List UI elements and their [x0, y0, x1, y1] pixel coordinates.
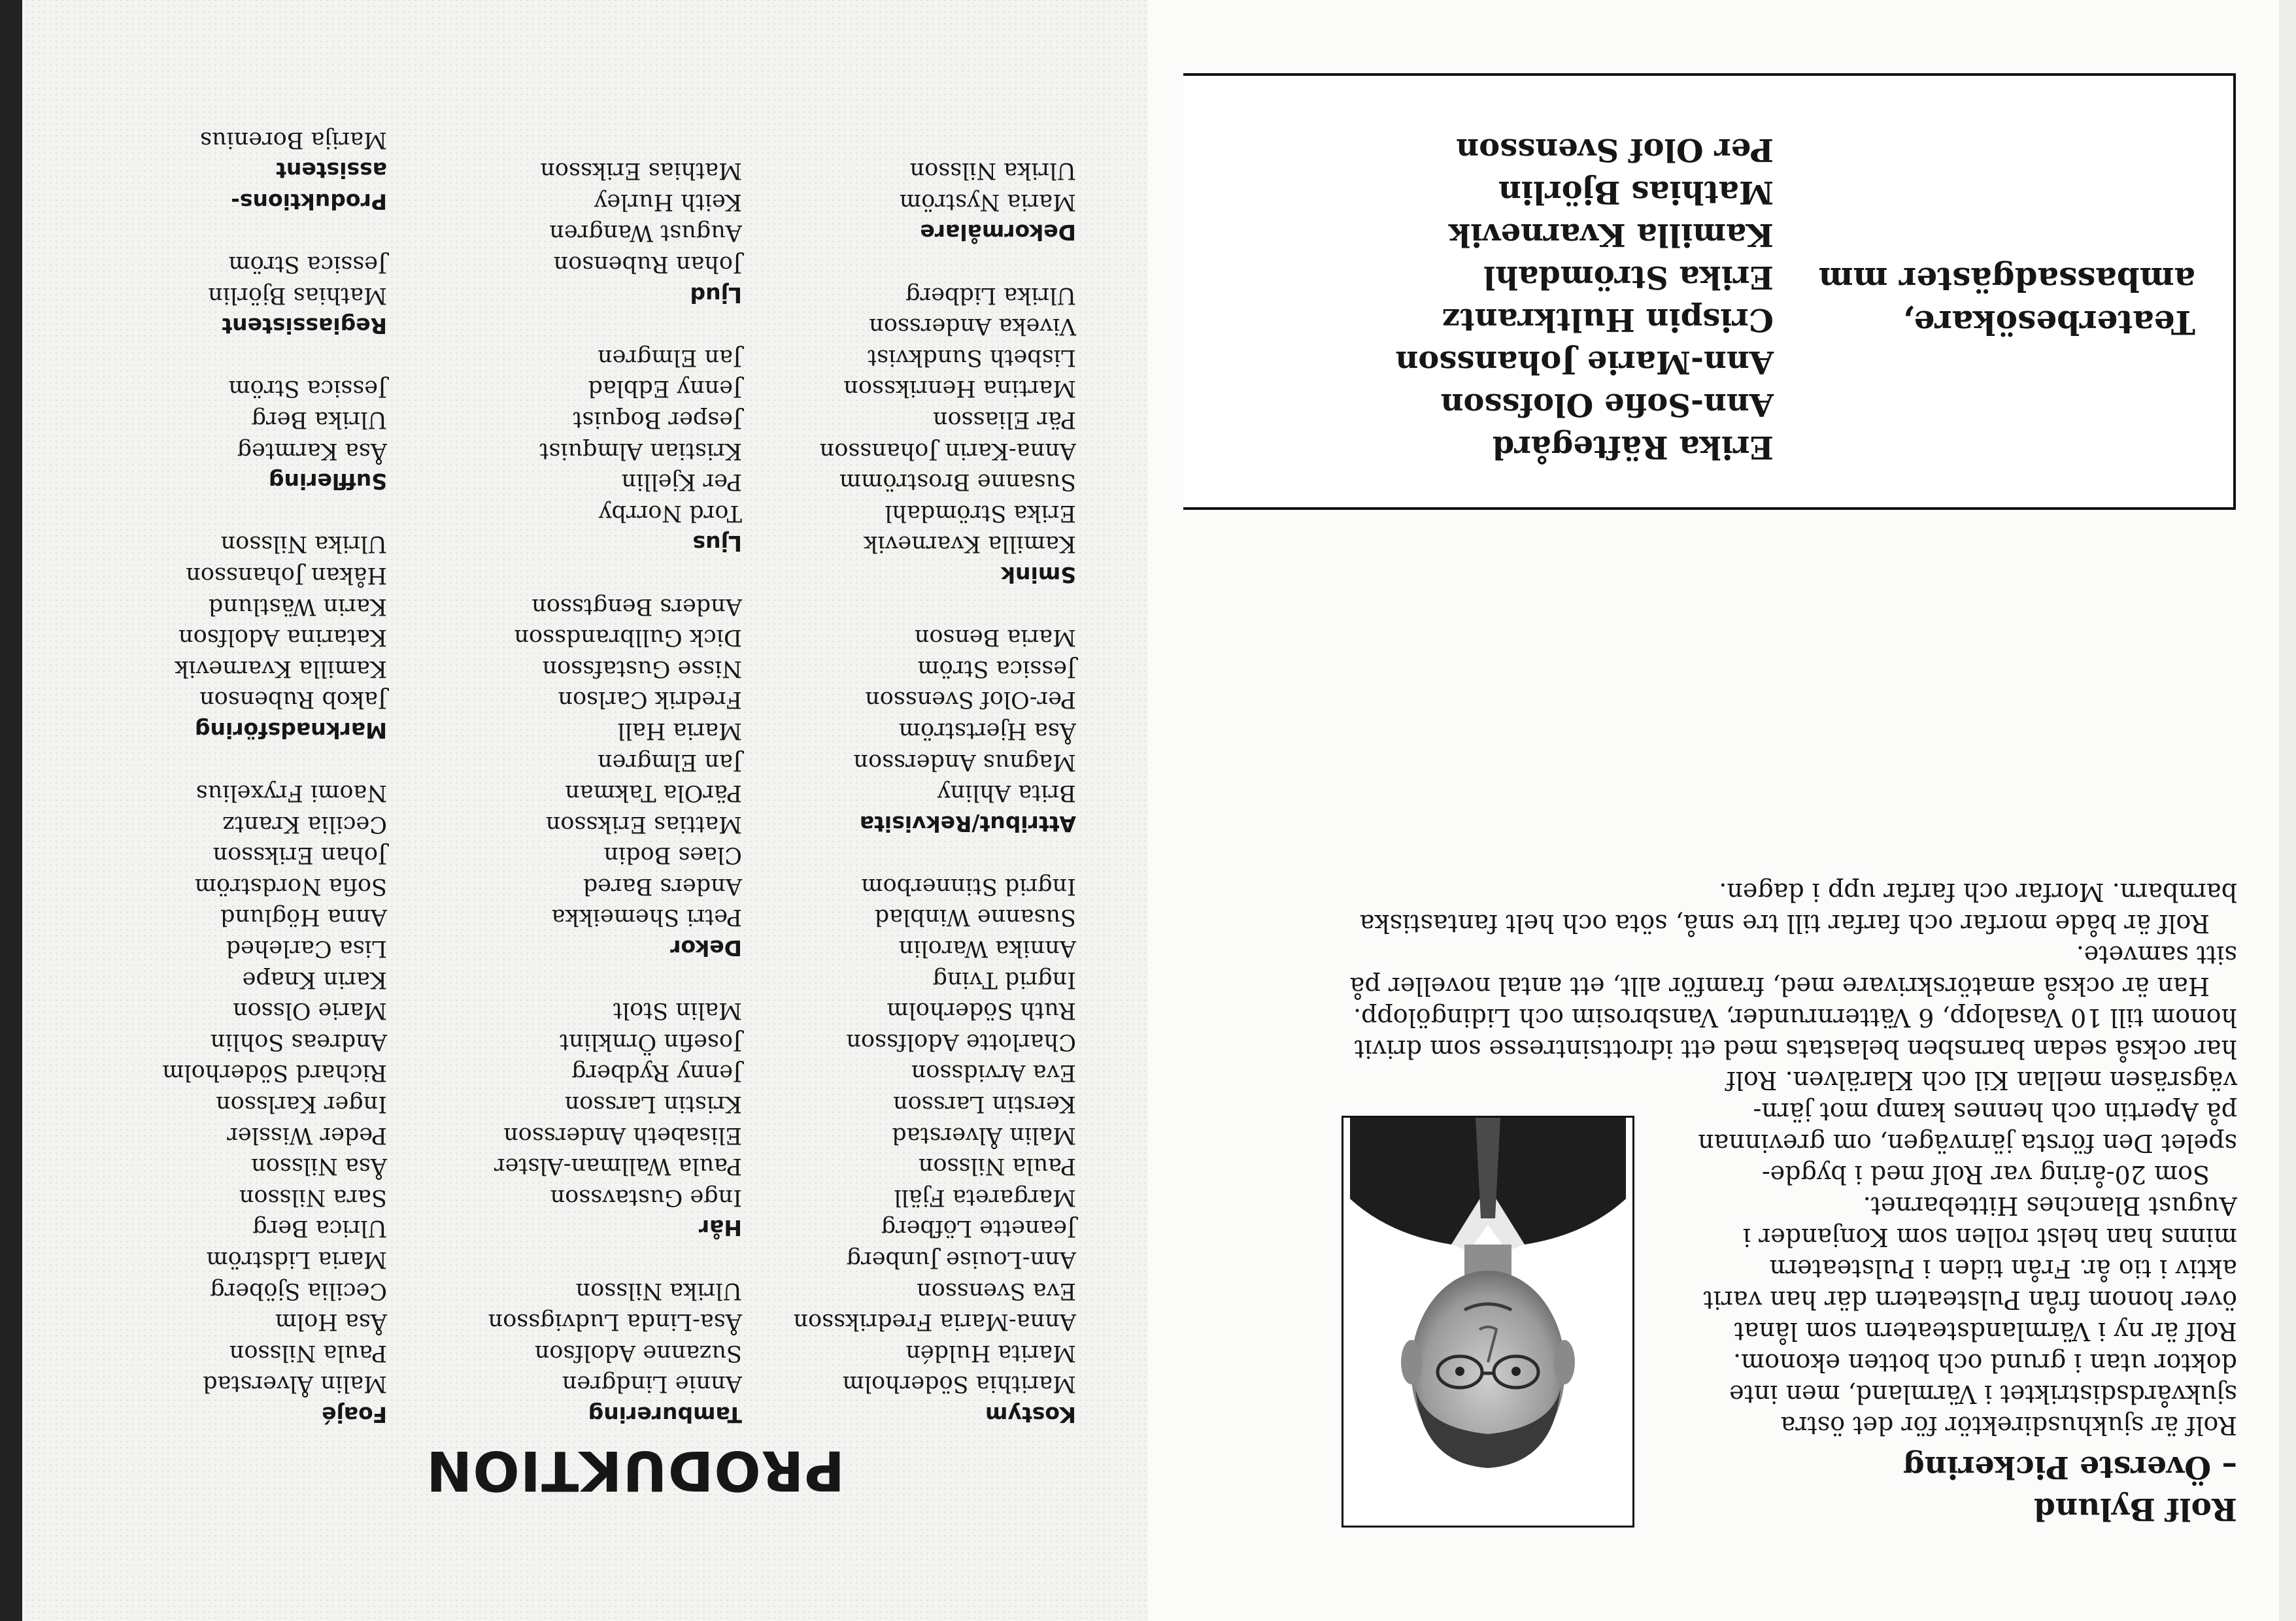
scan-edge-left	[2279, 0, 2296, 1621]
credit-section-title: Smink	[1001, 561, 1076, 588]
credit-names	[99, 528, 387, 715]
credit-section	[454, 1275, 742, 1430]
credit-section-title: Foajé	[322, 1402, 387, 1428]
section-gap	[454, 1243, 742, 1275]
bio-line: honom till 10 Vasalopp, 6 Vätternrunder, Vansbrosim och Lidingölopp.	[1353, 1003, 2237, 1032]
bio-line: spelet Den första järnvägen, om grevinnan	[1698, 1129, 2237, 1158]
credit-name: Åsa Holm	[275, 1309, 387, 1335]
credit-names	[99, 248, 387, 310]
credit-name: Tord Norrby	[598, 499, 742, 526]
bio-title	[1845, 1446, 2237, 1529]
credit-section-title: Sufflering	[268, 469, 387, 495]
credit-name: Jan Elmgren	[598, 748, 742, 775]
credit-name: Eva Svensson	[917, 1277, 1076, 1304]
credit-section-title: Regiassistent	[222, 313, 387, 339]
cast-member: Erika Strömdahl	[1483, 259, 1774, 295]
credit-name: Ulrica Berg	[252, 1215, 387, 1242]
scan-edge-right	[0, 0, 22, 1621]
credit-names	[788, 279, 1076, 559]
credit-name: Kerstin Larsson	[893, 1091, 1076, 1118]
bio-paragraph-3	[1349, 939, 2237, 1002]
credit-name: Kristian Almquist	[539, 437, 742, 464]
credit-section	[99, 124, 387, 217]
credit-name: Karin Knape	[242, 966, 387, 993]
bio-line: August Blanches Hittebarnet.	[1863, 1192, 2237, 1220]
credit-section-title: Produktions-	[231, 188, 387, 214]
credit-name: Åsa Nilsson	[251, 1153, 387, 1180]
credit-name: Jakob Rubenson	[199, 686, 387, 713]
credit-name: Åsa Karmteg	[237, 437, 387, 464]
credit-section	[788, 870, 1076, 1430]
credit-name: Åsa-Linda Ludvigsson	[488, 1309, 742, 1335]
credit-names	[99, 373, 387, 466]
cast-member: Per Olof Svensson	[1456, 131, 1774, 168]
cast-list	[1395, 128, 1774, 468]
credit-section	[99, 248, 387, 341]
credit-name: Charlotte Adolfsson	[846, 1028, 1076, 1055]
credit-name: Sofia Nordström	[194, 873, 387, 899]
credit-section	[454, 590, 742, 963]
production-title: PRODUKTION	[426, 1439, 845, 1503]
bio-line: sitt samvete.	[2076, 941, 2237, 969]
credit-name: Johan Rubenson	[553, 251, 742, 278]
credit-name: Ulrika Nilsson	[220, 531, 387, 558]
credit-name: Marie Olsson	[233, 997, 387, 1024]
bio-title-name: Rolf Bylund	[2034, 1491, 2237, 1527]
credit-name: Brita Ahliny	[937, 780, 1076, 807]
credit-section	[788, 622, 1076, 839]
section-gap	[99, 341, 387, 373]
credit-name: Jesper Boquist	[573, 407, 742, 433]
credit-section-title: Ljus	[692, 531, 742, 557]
section-gap	[788, 590, 1076, 622]
credit-name: Erika Strömdahl	[885, 499, 1076, 526]
credit-name: Karin Wästlund	[208, 593, 387, 620]
credit-section-title: Hår	[698, 1215, 742, 1241]
credit-name: Cecilia Krantz	[222, 811, 387, 837]
credit-name: Åsa Hjertström	[898, 717, 1076, 744]
credit-names	[788, 155, 1076, 217]
credit-name: Cecilia Sjöberg	[210, 1277, 387, 1304]
credit-name: Mathias Eriksson	[540, 158, 742, 184]
bio-line: aktiv i tio år. Från tiden i Pulsteatern	[1769, 1254, 2237, 1283]
credit-name: Dick Gullbrandsson	[514, 624, 742, 651]
credit-name: Anna-Karin Johansson	[819, 437, 1076, 464]
credit-name: Paula Wallman-Alster	[494, 1153, 742, 1180]
credit-name: Per Kjellin	[621, 469, 742, 495]
credit-name: Jessica Ström	[228, 375, 387, 402]
bio-line: barnbarn. Morfar och farfar upp i dagen.	[1719, 878, 2237, 907]
bio-line: vägsräsen mellan Kil och Klarälven. Rolf	[1726, 1066, 2237, 1095]
credit-name: Ruth Söderholm	[886, 997, 1076, 1024]
credit-name: Maria Benson	[914, 624, 1076, 651]
cast-box	[1183, 73, 2236, 510]
credit-name: Marija Borenius	[200, 126, 387, 153]
credit-names	[454, 590, 742, 933]
credit-section-title: Dekormålare	[920, 220, 1076, 246]
credit-section	[99, 777, 387, 1430]
cast-member: Erika Räftegård	[1492, 429, 1774, 465]
credit-section	[454, 995, 742, 1244]
bio-line: Som 20-åring var Rolf med i bygde-	[1761, 1160, 2210, 1189]
credit-name: Kristin Larsson	[564, 1091, 742, 1118]
credit-name: Martina Henriksson	[843, 375, 1076, 402]
credit-names	[788, 870, 1076, 1399]
credit-name: Sara Nilsson	[239, 1184, 387, 1211]
credit-names	[788, 622, 1076, 809]
bio-line: över honom från Pulsteatern där han varit	[1703, 1286, 2237, 1314]
credit-name: Anna-Maria Fredriksson	[793, 1309, 1076, 1335]
credit-name: Inger Karlsson	[216, 1091, 387, 1118]
credit-name: Ingrid Stinnerbom	[861, 873, 1076, 899]
credit-name: Paula Nilsson	[918, 1153, 1076, 1180]
credit-section	[99, 528, 387, 746]
credit-name: Keith Hurley	[594, 188, 742, 215]
credit-name: Jessica Ström	[917, 655, 1076, 682]
credit-name: Viveka Andersson	[869, 313, 1076, 340]
bio-text	[1349, 877, 2237, 1441]
credit-names	[454, 155, 742, 279]
credit-section	[788, 279, 1076, 590]
credit-section-title: Kostym	[985, 1402, 1076, 1428]
bio-line: Rolf är både morfar och farfar till tre små, söta och helt fantastiska	[1359, 909, 2210, 938]
credit-name: PärOla Takman	[565, 780, 742, 807]
credit-section-title: Marknadsföring	[194, 717, 387, 743]
credit-name: Marita Huldén	[905, 1339, 1076, 1366]
credit-section	[99, 373, 387, 497]
bio-title-role: – Överste Pickering	[1902, 1449, 2237, 1485]
credit-name: Mathias Björlin	[208, 282, 387, 309]
bio-line: på Apertin och hennes kamp mot järn-	[1753, 1097, 2237, 1126]
credit-section	[788, 155, 1076, 248]
credit-section	[454, 155, 742, 310]
credit-name: Håkan Johansson	[186, 561, 387, 588]
credit-name: Malin Ålverstad	[203, 1371, 387, 1397]
credit-name: Ulrika Nilsson	[909, 158, 1076, 184]
credit-name: Malin Stolt	[613, 997, 742, 1024]
cast-member: Ann-Sofie Olofsson	[1440, 386, 1774, 423]
credit-name: Ingrid Tving	[932, 966, 1076, 993]
section-gap	[99, 497, 387, 528]
credit-name: Peder Wissler	[227, 1122, 387, 1148]
credit-name: Susanne Winblad	[874, 904, 1076, 931]
cast-member: Crispin Hultkrantz	[1442, 301, 1774, 338]
bio-paragraph-4	[1359, 877, 2237, 939]
credit-section-title-cont: assistent	[276, 158, 387, 184]
bio-line: Han är också amatörskrivare med, framför allt, ett antal noveller på	[1349, 972, 2210, 1001]
credit-name: Per-Olof Svensson	[865, 686, 1076, 713]
credit-name: Kamilla Kvarnevik	[175, 655, 387, 682]
cast-member: Kamilla Kvarnevik	[1449, 216, 1774, 253]
bio-line: har också sedan barnsben belastats med ett idrottsintresse som drivit	[1354, 1035, 2237, 1063]
credit-section-title: Attribut/Rekvisita	[859, 811, 1076, 837]
section-gap	[454, 963, 742, 995]
credit-name: Susanne Broströmm	[839, 469, 1076, 495]
credit-name: Lisbeth Sundkvist	[868, 344, 1076, 371]
credit-name: Fredrik Carlson	[558, 686, 742, 713]
credit-section-title: Dekor	[670, 935, 742, 961]
cast-heading	[1790, 258, 2195, 344]
credit-name: Magnus Andersson	[853, 748, 1076, 775]
cast-member: Mathias Björlin	[1498, 174, 1774, 210]
credit-name: Ann-Louise Junberg	[846, 1246, 1076, 1273]
credit-section	[454, 341, 742, 559]
section-gap	[454, 559, 742, 590]
credit-name: Anna Höglund	[220, 904, 387, 931]
credit-name: Annika Warolin	[898, 935, 1076, 962]
credit-names	[454, 995, 742, 1212]
credit-name: Richard Söderholm	[162, 1060, 387, 1086]
credit-name: Annie Lindgren	[562, 1371, 742, 1397]
credit-name: Suzanne Adolfson	[534, 1339, 742, 1366]
credit-name: August Wangren	[549, 220, 742, 246]
credit-name: Nisse Gustafsson	[542, 655, 742, 682]
bio-line: Rolf är ny i Värmlandsteatern som lånat	[1734, 1317, 2237, 1346]
credit-name: Elisabeth Andersson	[503, 1122, 742, 1148]
credit-name: Maria Lidström	[206, 1246, 387, 1273]
bio-line: minns han helst rollen som Konjander i	[1742, 1223, 2237, 1252]
credit-name: Claes Bodin	[603, 842, 742, 869]
section-gap	[99, 746, 387, 777]
bio-paragraph-1	[1668, 1190, 2237, 1441]
section-gap	[788, 248, 1076, 279]
credit-section-title: Tamburering	[588, 1402, 742, 1428]
credit-name: Margareta Fjäll	[894, 1184, 1076, 1211]
credits-column-1	[788, 155, 1076, 1430]
section-gap	[454, 310, 742, 342]
credit-section-title: Ljud	[690, 282, 742, 308]
credit-name: Maria Hall	[617, 717, 742, 744]
credit-names	[99, 124, 387, 155]
credit-name: Paula Nilsson	[229, 1339, 387, 1366]
section-gap	[99, 217, 387, 248]
credit-names	[454, 341, 742, 528]
credit-name: Mattias Eriksson	[545, 811, 742, 837]
bio-paragraph-2	[1353, 1002, 2237, 1190]
credit-name: Marithia Söderholm	[842, 1371, 1076, 1397]
cast-heading-line: ambassadgäster mm	[1818, 260, 2195, 299]
credit-names	[99, 777, 387, 1399]
credit-name: Jenny Rydberg	[571, 1060, 742, 1086]
credit-name: Josefin Örnklint	[560, 1028, 742, 1055]
credit-name: Jenny Edblad	[588, 375, 742, 402]
credit-name: Jan Elmgren	[598, 344, 742, 371]
credit-name: Johan Eriksson	[212, 842, 387, 869]
credit-name: Ulrika Berg	[251, 407, 387, 433]
cast-member: Ann-Marie Johansson	[1395, 344, 1774, 380]
bio-line: sjukvårdsdistriktet i Värmland, men inte	[1729, 1380, 2237, 1409]
credit-names	[454, 1275, 742, 1399]
portrait-image	[1343, 1118, 1632, 1526]
portrait-photo	[1342, 1116, 1634, 1528]
section-gap	[788, 839, 1076, 871]
credit-name: Inge Gustavsson	[550, 1184, 742, 1211]
credit-name: Jeanette Löfberg	[881, 1215, 1076, 1242]
credit-name: Naomi Fryxelius	[195, 780, 387, 807]
credit-name: Lisa Carlehed	[226, 935, 387, 962]
credit-name: Ulrika Nilsson	[575, 1277, 742, 1304]
credit-name: Malin Ålverstad	[892, 1122, 1076, 1148]
credit-name: Katarina Adolfson	[178, 624, 387, 651]
credits-column-2	[454, 155, 742, 1430]
credit-name: Petri Shemeikka	[551, 904, 742, 931]
credit-name: Andreas Sohlin	[210, 1028, 387, 1055]
credit-name: Anders Bengtsson	[532, 593, 742, 620]
cast-heading-line: Teaterbesökare,	[1902, 303, 2195, 342]
credit-name: Kamilla Kvarnevik	[864, 531, 1076, 558]
credit-name: Pär Eliasson	[932, 407, 1076, 433]
credit-name: Maria Nyström	[899, 188, 1076, 215]
credit-name: Eva Arvidsson	[911, 1060, 1076, 1086]
bio-line: Rolf är sjukhusdirektör för det östra	[1780, 1411, 2237, 1440]
credit-name: Jessica Ström	[228, 251, 387, 278]
bio-line: doktor utan i grund och botten ekonom.	[1732, 1348, 2237, 1377]
credits-column-3	[99, 124, 387, 1430]
credit-name: Anders Bared	[582, 873, 742, 899]
credit-name: Ulrika Lidberg	[905, 282, 1076, 309]
